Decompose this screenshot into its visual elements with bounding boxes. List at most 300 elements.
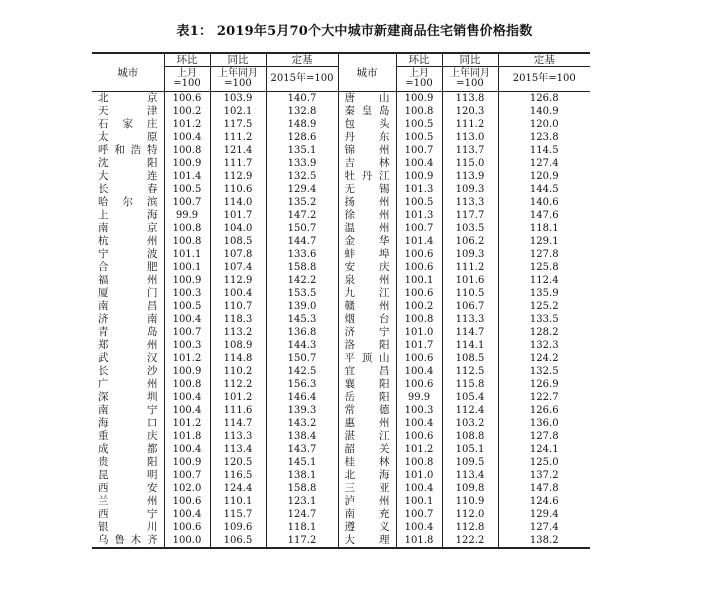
base-cell-left: 158.8 bbox=[266, 261, 338, 274]
mom-cell-left: 100.6 bbox=[164, 521, 210, 534]
yoy-cell-right: 112.4 bbox=[442, 404, 498, 417]
table-row bbox=[92, 404, 590, 417]
table-row bbox=[92, 261, 590, 274]
mom-cell-left: 100.4 bbox=[164, 404, 210, 417]
mom-subheader-left: 上月=100 bbox=[164, 67, 210, 92]
base-cell-left: 148.9 bbox=[266, 118, 338, 131]
base-cell-right: 140.9 bbox=[498, 105, 590, 118]
table-row bbox=[92, 92, 590, 106]
city-name-cell-left: 长沙 bbox=[98, 365, 158, 377]
mom-cell-left: 100.9 bbox=[164, 456, 210, 469]
yoy-cell-right: 113.4 bbox=[442, 469, 498, 482]
city-name-cell-left: 哈尔滨 bbox=[98, 196, 158, 208]
mom-cell-right: 100.4 bbox=[396, 417, 442, 430]
yoy-cell-left: 107.4 bbox=[210, 261, 266, 274]
yoy-cell-right: 109.8 bbox=[442, 482, 498, 495]
mom-cell-right: 100.5 bbox=[396, 131, 442, 144]
base-header-right: 定基 bbox=[498, 53, 590, 67]
yoy-cell-right: 103.5 bbox=[442, 222, 498, 235]
city-name-cell-right: 遵义 bbox=[338, 521, 396, 534]
base-cell-left: 142.5 bbox=[266, 365, 338, 378]
base-cell-left: 129.4 bbox=[266, 183, 338, 196]
table-row bbox=[92, 495, 590, 508]
city-name-cell-left: 福州 bbox=[98, 274, 158, 286]
base-cell-left: 139.3 bbox=[266, 404, 338, 417]
base-cell-right: 124.1 bbox=[498, 443, 590, 456]
base-cell-left: 156.3 bbox=[266, 378, 338, 391]
yoy-header-left: 同比 bbox=[210, 53, 266, 67]
city-name-cell-right: 济宁 bbox=[338, 326, 396, 339]
mom-cell-right: 100.9 bbox=[396, 92, 442, 106]
yoy-cell-right: 108.8 bbox=[442, 430, 498, 443]
table-row bbox=[92, 339, 590, 352]
city-name-cell-right: 桂林 bbox=[338, 456, 396, 469]
mom-cell-right: 101.3 bbox=[396, 209, 442, 222]
mom-cell-right: 101.2 bbox=[396, 443, 442, 456]
base-cell-left: 147.2 bbox=[266, 209, 338, 222]
yoy-cell-left: 100.4 bbox=[210, 287, 266, 300]
city-name-cell-right: 襄阳 bbox=[338, 378, 396, 391]
base-cell-left: 143.2 bbox=[266, 417, 338, 430]
table-row bbox=[92, 300, 590, 313]
city-name-cell-left: 天津 bbox=[98, 105, 158, 117]
yoy-cell-left: 112.9 bbox=[210, 274, 266, 287]
city-name-cell-right: 九江 bbox=[338, 287, 396, 300]
base-cell-left: 118.1 bbox=[266, 521, 338, 534]
mom-cell-right: 100.2 bbox=[396, 300, 442, 313]
city-name-cell-right: 丹东 bbox=[338, 131, 396, 144]
table-row bbox=[92, 183, 590, 196]
base-cell-right: 125.0 bbox=[498, 456, 590, 469]
mom-cell-right: 100.4 bbox=[396, 365, 442, 378]
base-cell-left: 140.7 bbox=[266, 92, 338, 106]
base-cell-right: 127.8 bbox=[498, 248, 590, 261]
base-cell-right: 126.8 bbox=[498, 92, 590, 106]
yoy-cell-left: 103.9 bbox=[210, 92, 266, 106]
base-cell-left: 139.0 bbox=[266, 300, 338, 313]
mom-cell-right: 100.4 bbox=[396, 482, 442, 495]
yoy-cell-right: 112.8 bbox=[442, 521, 498, 534]
table-row bbox=[92, 248, 590, 261]
table-row bbox=[92, 469, 590, 482]
yoy-cell-right: 111.2 bbox=[442, 118, 498, 131]
yoy-cell-right: 109.5 bbox=[442, 456, 498, 469]
mom-cell-right: 100.7 bbox=[396, 508, 442, 521]
price-index-table bbox=[92, 52, 590, 549]
city-name-cell-right: 徐州 bbox=[338, 209, 396, 222]
yoy-cell-right: 122.2 bbox=[442, 534, 498, 548]
base-cell-right: 125.8 bbox=[498, 261, 590, 274]
city-name-cell-right: 常德 bbox=[338, 404, 396, 417]
table-row bbox=[92, 157, 590, 170]
base-cell-right: 147.8 bbox=[498, 482, 590, 495]
table-row bbox=[92, 378, 590, 391]
base-cell-right: 126.9 bbox=[498, 378, 590, 391]
base-cell-left: 124.7 bbox=[266, 508, 338, 521]
yoy-cell-right: 105.1 bbox=[442, 443, 498, 456]
mom-cell-right: 101.8 bbox=[396, 534, 442, 548]
city-name-cell-right: 烟台 bbox=[338, 313, 396, 326]
mom-cell-right: 100.4 bbox=[396, 521, 442, 534]
mom-cell-left: 100.9 bbox=[164, 365, 210, 378]
yoy-cell-left: 102.1 bbox=[210, 105, 266, 118]
base-cell-left: 132.8 bbox=[266, 105, 338, 118]
table-row bbox=[92, 521, 590, 534]
city-name-cell-right: 包头 bbox=[338, 118, 396, 131]
city-name-cell-right: 蚌埠 bbox=[338, 248, 396, 261]
yoy-cell-left: 104.0 bbox=[210, 222, 266, 235]
city-name-cell-right: 锦州 bbox=[338, 144, 396, 157]
city-name-cell-right: 洛阳 bbox=[338, 339, 396, 352]
city-name-cell-left: 长春 bbox=[98, 183, 158, 195]
base-cell-left: 158.8 bbox=[266, 482, 338, 495]
base-cell-right: 132.5 bbox=[498, 365, 590, 378]
city-name-cell-left: 厦门 bbox=[98, 287, 158, 299]
yoy-cell-left: 117.5 bbox=[210, 118, 266, 131]
yoy-cell-right: 112.5 bbox=[442, 365, 498, 378]
mom-cell-right: 100.8 bbox=[396, 105, 442, 118]
city-name-cell-left: 银川 bbox=[98, 521, 158, 533]
yoy-cell-right: 106.7 bbox=[442, 300, 498, 313]
yoy-cell-right: 101.6 bbox=[442, 274, 498, 287]
mom-cell-left: 101.2 bbox=[164, 417, 210, 430]
mom-cell-left: 101.2 bbox=[164, 352, 210, 365]
base-cell-left: 117.2 bbox=[266, 534, 338, 548]
mom-cell-right: 100.8 bbox=[396, 456, 442, 469]
table-row bbox=[92, 222, 590, 235]
mom-cell-left: 100.9 bbox=[164, 157, 210, 170]
yoy-cell-right: 114.1 bbox=[442, 339, 498, 352]
mom-cell-left: 100.8 bbox=[164, 235, 210, 248]
table-row bbox=[92, 417, 590, 430]
city-name-cell-left: 济南 bbox=[98, 313, 158, 325]
mom-cell-right: 100.5 bbox=[396, 118, 442, 131]
city-name-cell-left: 北京 bbox=[98, 92, 158, 104]
city-name-cell-left: 乌鲁木齐 bbox=[92, 534, 164, 548]
mom-cell-left: 101.8 bbox=[164, 430, 210, 443]
city-name-cell-right: 湛江 bbox=[338, 430, 396, 443]
city-name-cell-right: 扬州 bbox=[338, 196, 396, 209]
mom-cell-left: 100.6 bbox=[164, 92, 210, 106]
base-cell-left: 133.6 bbox=[266, 248, 338, 261]
yoy-cell-left: 121.4 bbox=[210, 144, 266, 157]
city-name-cell-left: 青岛 bbox=[98, 326, 158, 338]
city-name-cell-left: 太原 bbox=[98, 131, 158, 143]
table-row bbox=[92, 391, 590, 404]
base-cell-left: 135.2 bbox=[266, 196, 338, 209]
yoy-cell-left: 101.2 bbox=[210, 391, 266, 404]
city-name-cell-right: 惠州 bbox=[338, 417, 396, 430]
table-row bbox=[92, 287, 590, 300]
mom-cell-right: 100.6 bbox=[396, 352, 442, 365]
mom-cell-right: 101.3 bbox=[396, 183, 442, 196]
yoy-cell-left: 110.6 bbox=[210, 183, 266, 196]
city-name-cell-left: 兰州 bbox=[98, 495, 158, 507]
mom-cell-right: 100.3 bbox=[396, 404, 442, 417]
mom-header-left: 环比 bbox=[164, 53, 210, 67]
city-name-cell-left: 昆明 bbox=[98, 469, 158, 481]
mom-cell-right: 100.6 bbox=[396, 430, 442, 443]
mom-cell-left: 100.4 bbox=[164, 443, 210, 456]
base-cell-right: 126.6 bbox=[498, 404, 590, 417]
yoy-cell-left: 111.7 bbox=[210, 157, 266, 170]
yoy-cell-left: 111.6 bbox=[210, 404, 266, 417]
table-row bbox=[92, 274, 590, 287]
mom-cell-left: 100.1 bbox=[164, 261, 210, 274]
base-cell-right: 132.3 bbox=[498, 339, 590, 352]
city-name-cell-right: 唐山 bbox=[338, 92, 396, 106]
city-name-cell-left: 西安 bbox=[98, 482, 158, 494]
yoy-cell-left: 108.9 bbox=[210, 339, 266, 352]
base-header-left: 定基 bbox=[266, 53, 338, 67]
base-cell-right: 118.1 bbox=[498, 222, 590, 235]
city-name-cell-right: 金华 bbox=[338, 235, 396, 248]
table-row bbox=[92, 235, 590, 248]
yoy-cell-right: 103.2 bbox=[442, 417, 498, 430]
yoy-cell-right: 113.9 bbox=[442, 170, 498, 183]
base-cell-left: 123.1 bbox=[266, 495, 338, 508]
yoy-cell-right: 110.5 bbox=[442, 287, 498, 300]
base-cell-left: 153.5 bbox=[266, 287, 338, 300]
yoy-cell-left: 112.9 bbox=[210, 170, 266, 183]
base-cell-right: 127.8 bbox=[498, 430, 590, 443]
mom-cell-left: 100.3 bbox=[164, 287, 210, 300]
mom-cell-right: 100.8 bbox=[396, 313, 442, 326]
yoy-cell-left: 120.5 bbox=[210, 456, 266, 469]
mom-header-right: 环比 bbox=[396, 53, 442, 67]
yoy-cell-right: 113.7 bbox=[442, 144, 498, 157]
city-name-cell-left: 上海 bbox=[98, 209, 158, 221]
yoy-cell-left: 106.5 bbox=[210, 534, 266, 548]
base-cell-right: 140.6 bbox=[498, 196, 590, 209]
table-row bbox=[92, 144, 590, 157]
yoy-cell-right: 109.3 bbox=[442, 183, 498, 196]
table-row bbox=[92, 534, 590, 548]
yoy-cell-left: 113.3 bbox=[210, 430, 266, 443]
base-cell-right: 127.4 bbox=[498, 521, 590, 534]
base-cell-right: 123.8 bbox=[498, 131, 590, 144]
yoy-cell-left: 113.2 bbox=[210, 326, 266, 339]
mom-cell-left: 101.1 bbox=[164, 248, 210, 261]
yoy-cell-left: 111.2 bbox=[210, 131, 266, 144]
yoy-cell-right: 113.3 bbox=[442, 313, 498, 326]
city-name-cell-left: 南京 bbox=[98, 222, 158, 234]
base-cell-right: 124.2 bbox=[498, 352, 590, 365]
mom-cell-left: 99.9 bbox=[164, 209, 210, 222]
mom-cell-right: 100.7 bbox=[396, 222, 442, 235]
base-cell-right: 125.2 bbox=[498, 300, 590, 313]
mom-cell-left: 100.6 bbox=[164, 495, 210, 508]
yoy-cell-right: 117.7 bbox=[442, 209, 498, 222]
base-cell-left: 132.5 bbox=[266, 170, 338, 183]
yoy-cell-right: 120.3 bbox=[442, 105, 498, 118]
mom-subheader-right: 上月=100 bbox=[396, 67, 442, 92]
base-subheader-right: 2015年=100 bbox=[498, 67, 590, 92]
city-name-cell-left: 宁波 bbox=[98, 248, 158, 260]
base-cell-right: 136.0 bbox=[498, 417, 590, 430]
table-row bbox=[92, 170, 590, 183]
base-subheader-left: 2015年=100 bbox=[266, 67, 338, 92]
base-cell-right: 135.9 bbox=[498, 287, 590, 300]
table-row bbox=[92, 196, 590, 209]
table-row bbox=[92, 365, 590, 378]
table-row bbox=[92, 443, 590, 456]
yoy-cell-left: 110.7 bbox=[210, 300, 266, 313]
base-cell-left: 143.7 bbox=[266, 443, 338, 456]
city-name-cell-right: 泉州 bbox=[338, 274, 396, 287]
city-name-cell-left: 广州 bbox=[98, 378, 158, 390]
mom-cell-right: 100.6 bbox=[396, 287, 442, 300]
city-name-cell-left: 南宁 bbox=[98, 404, 158, 416]
city-name-cell-left: 合肥 bbox=[98, 261, 158, 273]
city-name-cell-right: 宜昌 bbox=[338, 365, 396, 378]
mom-cell-right: 101.7 bbox=[396, 339, 442, 352]
city-name-cell-left: 贵阳 bbox=[98, 456, 158, 468]
mom-cell-right: 100.1 bbox=[396, 495, 442, 508]
base-cell-right: 112.4 bbox=[498, 274, 590, 287]
mom-cell-left: 100.4 bbox=[164, 313, 210, 326]
city-name-cell-left: 海口 bbox=[98, 417, 158, 429]
mom-cell-left: 101.2 bbox=[164, 118, 210, 131]
base-cell-left: 136.8 bbox=[266, 326, 338, 339]
base-cell-right: 133.5 bbox=[498, 313, 590, 326]
base-cell-right: 138.2 bbox=[498, 534, 590, 548]
base-cell-right: 147.6 bbox=[498, 209, 590, 222]
mom-cell-left: 100.8 bbox=[164, 222, 210, 235]
table-row bbox=[92, 209, 590, 222]
city-name-cell-right: 泸州 bbox=[338, 495, 396, 508]
base-cell-left: 146.4 bbox=[266, 391, 338, 404]
mom-cell-left: 100.2 bbox=[164, 105, 210, 118]
city-name-cell-right: 韶关 bbox=[338, 443, 396, 456]
base-cell-left: 138.4 bbox=[266, 430, 338, 443]
mom-cell-left: 100.5 bbox=[164, 183, 210, 196]
yoy-cell-left: 114.7 bbox=[210, 417, 266, 430]
mom-cell-left: 100.8 bbox=[164, 144, 210, 157]
city-name-cell-right: 牡丹江 bbox=[338, 170, 396, 183]
table-row bbox=[92, 456, 590, 469]
mom-cell-right: 100.6 bbox=[396, 261, 442, 274]
yoy-cell-right: 108.5 bbox=[442, 352, 498, 365]
mom-cell-left: 100.4 bbox=[164, 508, 210, 521]
mom-cell-left: 100.7 bbox=[164, 469, 210, 482]
mom-cell-left: 100.8 bbox=[164, 378, 210, 391]
city-name-cell-right: 北海 bbox=[338, 469, 396, 482]
yoy-cell-left: 116.5 bbox=[210, 469, 266, 482]
yoy-cell-right: 113.0 bbox=[442, 131, 498, 144]
table-row bbox=[92, 105, 590, 118]
base-cell-left: 150.7 bbox=[266, 352, 338, 365]
mom-cell-right: 100.5 bbox=[396, 196, 442, 209]
city-name-cell-left: 武汉 bbox=[98, 352, 158, 364]
yoy-cell-left: 110.2 bbox=[210, 365, 266, 378]
city-name-cell-left: 呼和浩特 bbox=[98, 144, 158, 156]
mom-cell-left: 100.7 bbox=[164, 326, 210, 339]
table-row bbox=[92, 118, 590, 131]
mom-cell-left: 100.9 bbox=[164, 274, 210, 287]
yoy-cell-right: 113.3 bbox=[442, 196, 498, 209]
base-cell-right: 129.4 bbox=[498, 508, 590, 521]
yoy-cell-left: 110.1 bbox=[210, 495, 266, 508]
mom-cell-right: 101.4 bbox=[396, 235, 442, 248]
base-cell-right: 124.6 bbox=[498, 495, 590, 508]
yoy-cell-right: 115.0 bbox=[442, 157, 498, 170]
mom-cell-right: 101.0 bbox=[396, 326, 442, 339]
mom-cell-left: 100.4 bbox=[164, 391, 210, 404]
mom-cell-right: 100.9 bbox=[396, 170, 442, 183]
city-name-cell-right: 三亚 bbox=[338, 482, 396, 495]
mom-cell-left: 100.7 bbox=[164, 196, 210, 209]
mom-cell-left: 100.3 bbox=[164, 339, 210, 352]
yoy-cell-right: 109.3 bbox=[442, 248, 498, 261]
city-name-cell-right: 赣州 bbox=[338, 300, 396, 313]
yoy-cell-left: 107.8 bbox=[210, 248, 266, 261]
city-name-cell-left: 大连 bbox=[98, 170, 158, 182]
table-row bbox=[92, 131, 590, 144]
city-header-left: 城市 bbox=[92, 53, 164, 92]
city-name-cell-right: 岳阳 bbox=[338, 391, 396, 404]
yoy-cell-left: 113.4 bbox=[210, 443, 266, 456]
yoy-cell-right: 114.7 bbox=[442, 326, 498, 339]
base-cell-right: 114.5 bbox=[498, 144, 590, 157]
table-row bbox=[92, 482, 590, 495]
mom-cell-left: 100.5 bbox=[164, 300, 210, 313]
city-name-cell-left: 重庆 bbox=[98, 430, 158, 442]
city-name-cell-right: 无锡 bbox=[338, 183, 396, 196]
mom-cell-right: 101.0 bbox=[396, 469, 442, 482]
city-name-cell-left: 南昌 bbox=[98, 300, 158, 312]
table-row bbox=[92, 352, 590, 365]
base-cell-left: 142.2 bbox=[266, 274, 338, 287]
table-row bbox=[92, 508, 590, 521]
city-name-cell-left: 西宁 bbox=[98, 508, 158, 520]
base-cell-left: 128.6 bbox=[266, 131, 338, 144]
base-cell-right: 144.5 bbox=[498, 183, 590, 196]
table-row bbox=[92, 313, 590, 326]
mom-cell-left: 100.4 bbox=[164, 131, 210, 144]
yoy-cell-left: 101.7 bbox=[210, 209, 266, 222]
city-name-cell-right: 温州 bbox=[338, 222, 396, 235]
yoy-cell-left: 114.8 bbox=[210, 352, 266, 365]
mom-cell-left: 102.0 bbox=[164, 482, 210, 495]
base-cell-right: 128.2 bbox=[498, 326, 590, 339]
yoy-cell-right: 113.8 bbox=[442, 92, 498, 106]
base-cell-right: 137.2 bbox=[498, 469, 590, 482]
base-cell-left: 144.3 bbox=[266, 339, 338, 352]
base-cell-right: 122.7 bbox=[498, 391, 590, 404]
base-cell-left: 145.3 bbox=[266, 313, 338, 326]
yoy-cell-right: 110.9 bbox=[442, 495, 498, 508]
yoy-cell-right: 112.0 bbox=[442, 508, 498, 521]
table-row bbox=[92, 430, 590, 443]
yoy-header-right: 同比 bbox=[442, 53, 498, 67]
yoy-cell-left: 109.6 bbox=[210, 521, 266, 534]
base-cell-left: 144.7 bbox=[266, 235, 338, 248]
yoy-cell-right: 106.2 bbox=[442, 235, 498, 248]
city-name-cell-left: 沈阳 bbox=[98, 157, 158, 169]
yoy-subheader-right: 上年同月=100 bbox=[442, 67, 498, 92]
yoy-cell-right: 111.2 bbox=[442, 261, 498, 274]
yoy-cell-right: 115.8 bbox=[442, 378, 498, 391]
base-cell-left: 150.7 bbox=[266, 222, 338, 235]
mom-cell-left: 100.0 bbox=[164, 534, 210, 548]
base-cell-right: 127.4 bbox=[498, 157, 590, 170]
yoy-cell-left: 124.4 bbox=[210, 482, 266, 495]
city-name-cell-right: 大理 bbox=[338, 534, 396, 548]
mom-cell-right: 100.6 bbox=[396, 248, 442, 261]
mom-cell-left: 101.4 bbox=[164, 170, 210, 183]
base-cell-left: 145.1 bbox=[266, 456, 338, 469]
